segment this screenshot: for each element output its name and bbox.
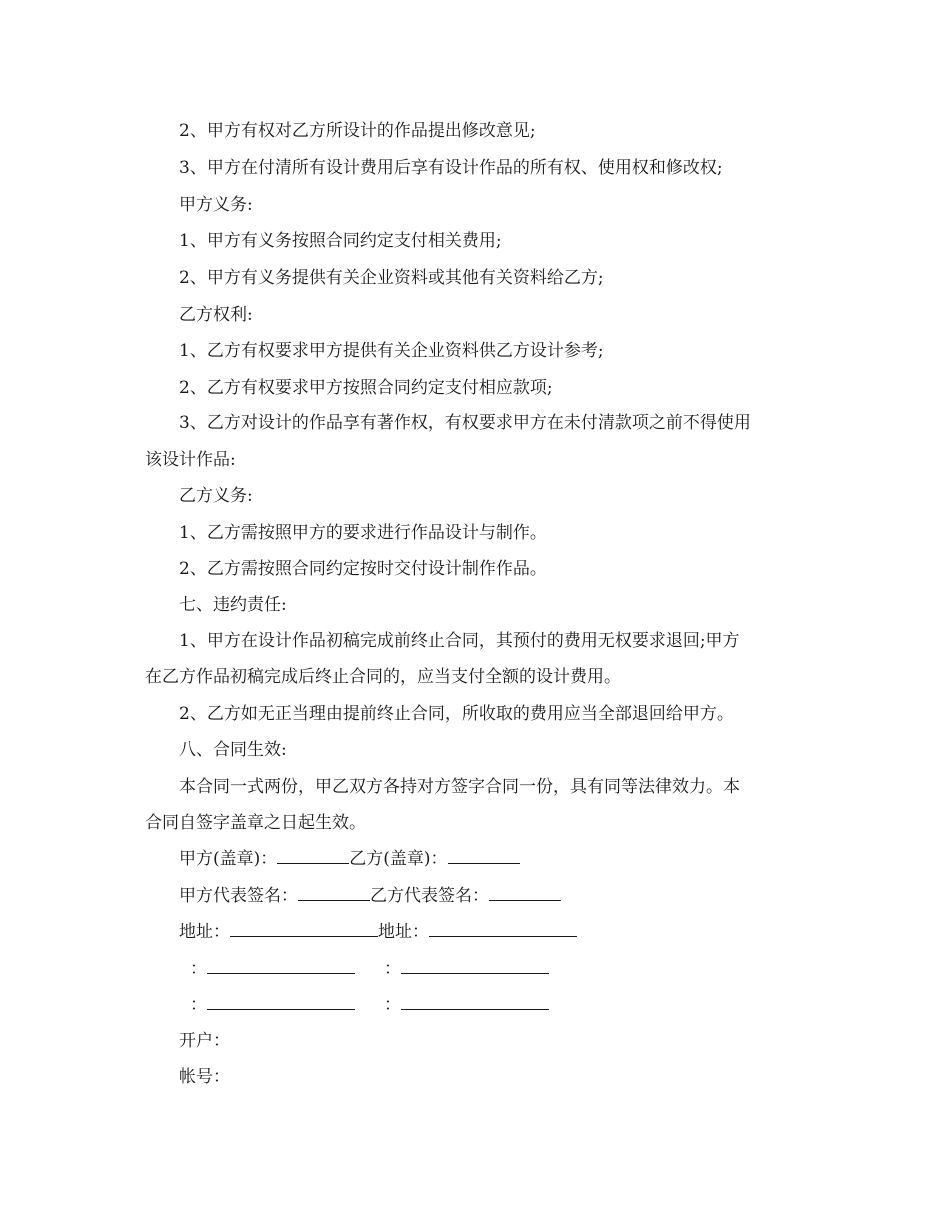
- extra-row-2-a: [190, 994, 355, 1016]
- heading-party-b-obligations: 乙方义务:: [179, 486, 253, 506]
- extra-row-2-b-colon: ：: [384, 995, 401, 1015]
- extra-row-1-b: [384, 958, 549, 980]
- clause-b-right-1: 1、乙方有权要求甲方提供有关企业资料供乙方设计参考;: [179, 341, 604, 361]
- party-a-address-blank: [230, 921, 378, 937]
- clause-b-right-3: 3、乙方对设计的作品享有著作权，有权要求甲方在未付清款项之前不得使用: [179, 413, 751, 433]
- account-label: 帐号：: [179, 1067, 230, 1087]
- seal-row: [179, 848, 520, 870]
- heading-breach-liability: 七、违约责任:: [179, 595, 287, 615]
- clause-a-obligation-1: 1、甲方有义务按照合同约定支付相关费用;: [179, 231, 502, 251]
- clause-effect-1: 本合同一式两份，甲乙双方各持对方签字合同一份，具有同等法律效力。本: [179, 777, 740, 797]
- extra-row-2-b: [384, 994, 549, 1016]
- party-b-rep-blank: [489, 885, 561, 901]
- heading-party-a-obligations: 甲方义务:: [179, 195, 253, 215]
- party-b-rep-label: 乙方代表签名：: [370, 886, 489, 906]
- address-row: [179, 921, 577, 943]
- extra-row-1-a-blank: [207, 958, 355, 974]
- clause-breach-1: 1、甲方在设计作品初稿完成前终止合同，其预付的费用无权要求退回;甲方: [179, 631, 740, 651]
- heading-party-b-rights: 乙方权利:: [179, 305, 253, 325]
- clause-a-right-3: 3、甲方在付清所有设计费用后享有设计作品的所有权、使用权和修改权;: [179, 158, 723, 178]
- party-b-address-blank: [429, 921, 577, 937]
- clause-effect-1-cont: 合同自签字盖章之日起生效。: [145, 813, 366, 833]
- clause-a-obligation-2: 2、甲方有义务提供有关企业资料或其他有关资料给乙方;: [179, 268, 604, 288]
- extra-row-2-b-blank: [401, 994, 549, 1010]
- party-b-address-label: 地址：: [378, 922, 429, 942]
- bank-label: 开户：: [179, 1031, 230, 1051]
- party-a-seal-label: 甲方(盖章)：: [179, 849, 278, 869]
- party-b-seal-label: 乙方(盖章)：: [349, 849, 448, 869]
- clause-a-right-2: 2、甲方有权对乙方所设计的作品提出修改意见;: [179, 121, 536, 141]
- clause-b-right-3-cont: 该设计作品:: [145, 450, 236, 470]
- party-a-rep-label: 甲方代表签名：: [179, 886, 298, 906]
- party-b-seal-blank: [448, 848, 520, 864]
- party-a-rep-blank: [298, 885, 370, 901]
- party-a-seal-blank: [277, 848, 349, 864]
- heading-contract-effect: 八、合同生效:: [179, 740, 287, 760]
- extra-row-1-b-blank: [401, 958, 549, 974]
- clause-b-obligation-1: 1、乙方需按照甲方的要求进行作品设计与制作。: [179, 523, 547, 543]
- extra-row-1-a: [190, 958, 355, 980]
- extra-row-1-a-colon: ：: [190, 959, 207, 979]
- clause-breach-1-cont: 在乙方作品初稿完成后终止合同的，应当支付全额的设计费用。: [145, 667, 621, 687]
- representative-row: [179, 885, 561, 907]
- extra-row-2-a-colon: ：: [190, 995, 207, 1015]
- clause-breach-2: 2、乙方如无正当理由提前终止合同，所收取的费用应当全部退回给甲方。: [179, 704, 734, 724]
- extra-row-2-a-blank: [207, 994, 355, 1010]
- extra-row-1-b-colon: ：: [384, 959, 401, 979]
- party-a-address-label: 地址：: [179, 922, 230, 942]
- clause-b-obligation-2: 2、乙方需按照合同约定按时交付设计制作作品。: [179, 559, 547, 579]
- clause-b-right-2: 2、乙方有权要求甲方按照合同约定支付相应款项;: [179, 378, 553, 398]
